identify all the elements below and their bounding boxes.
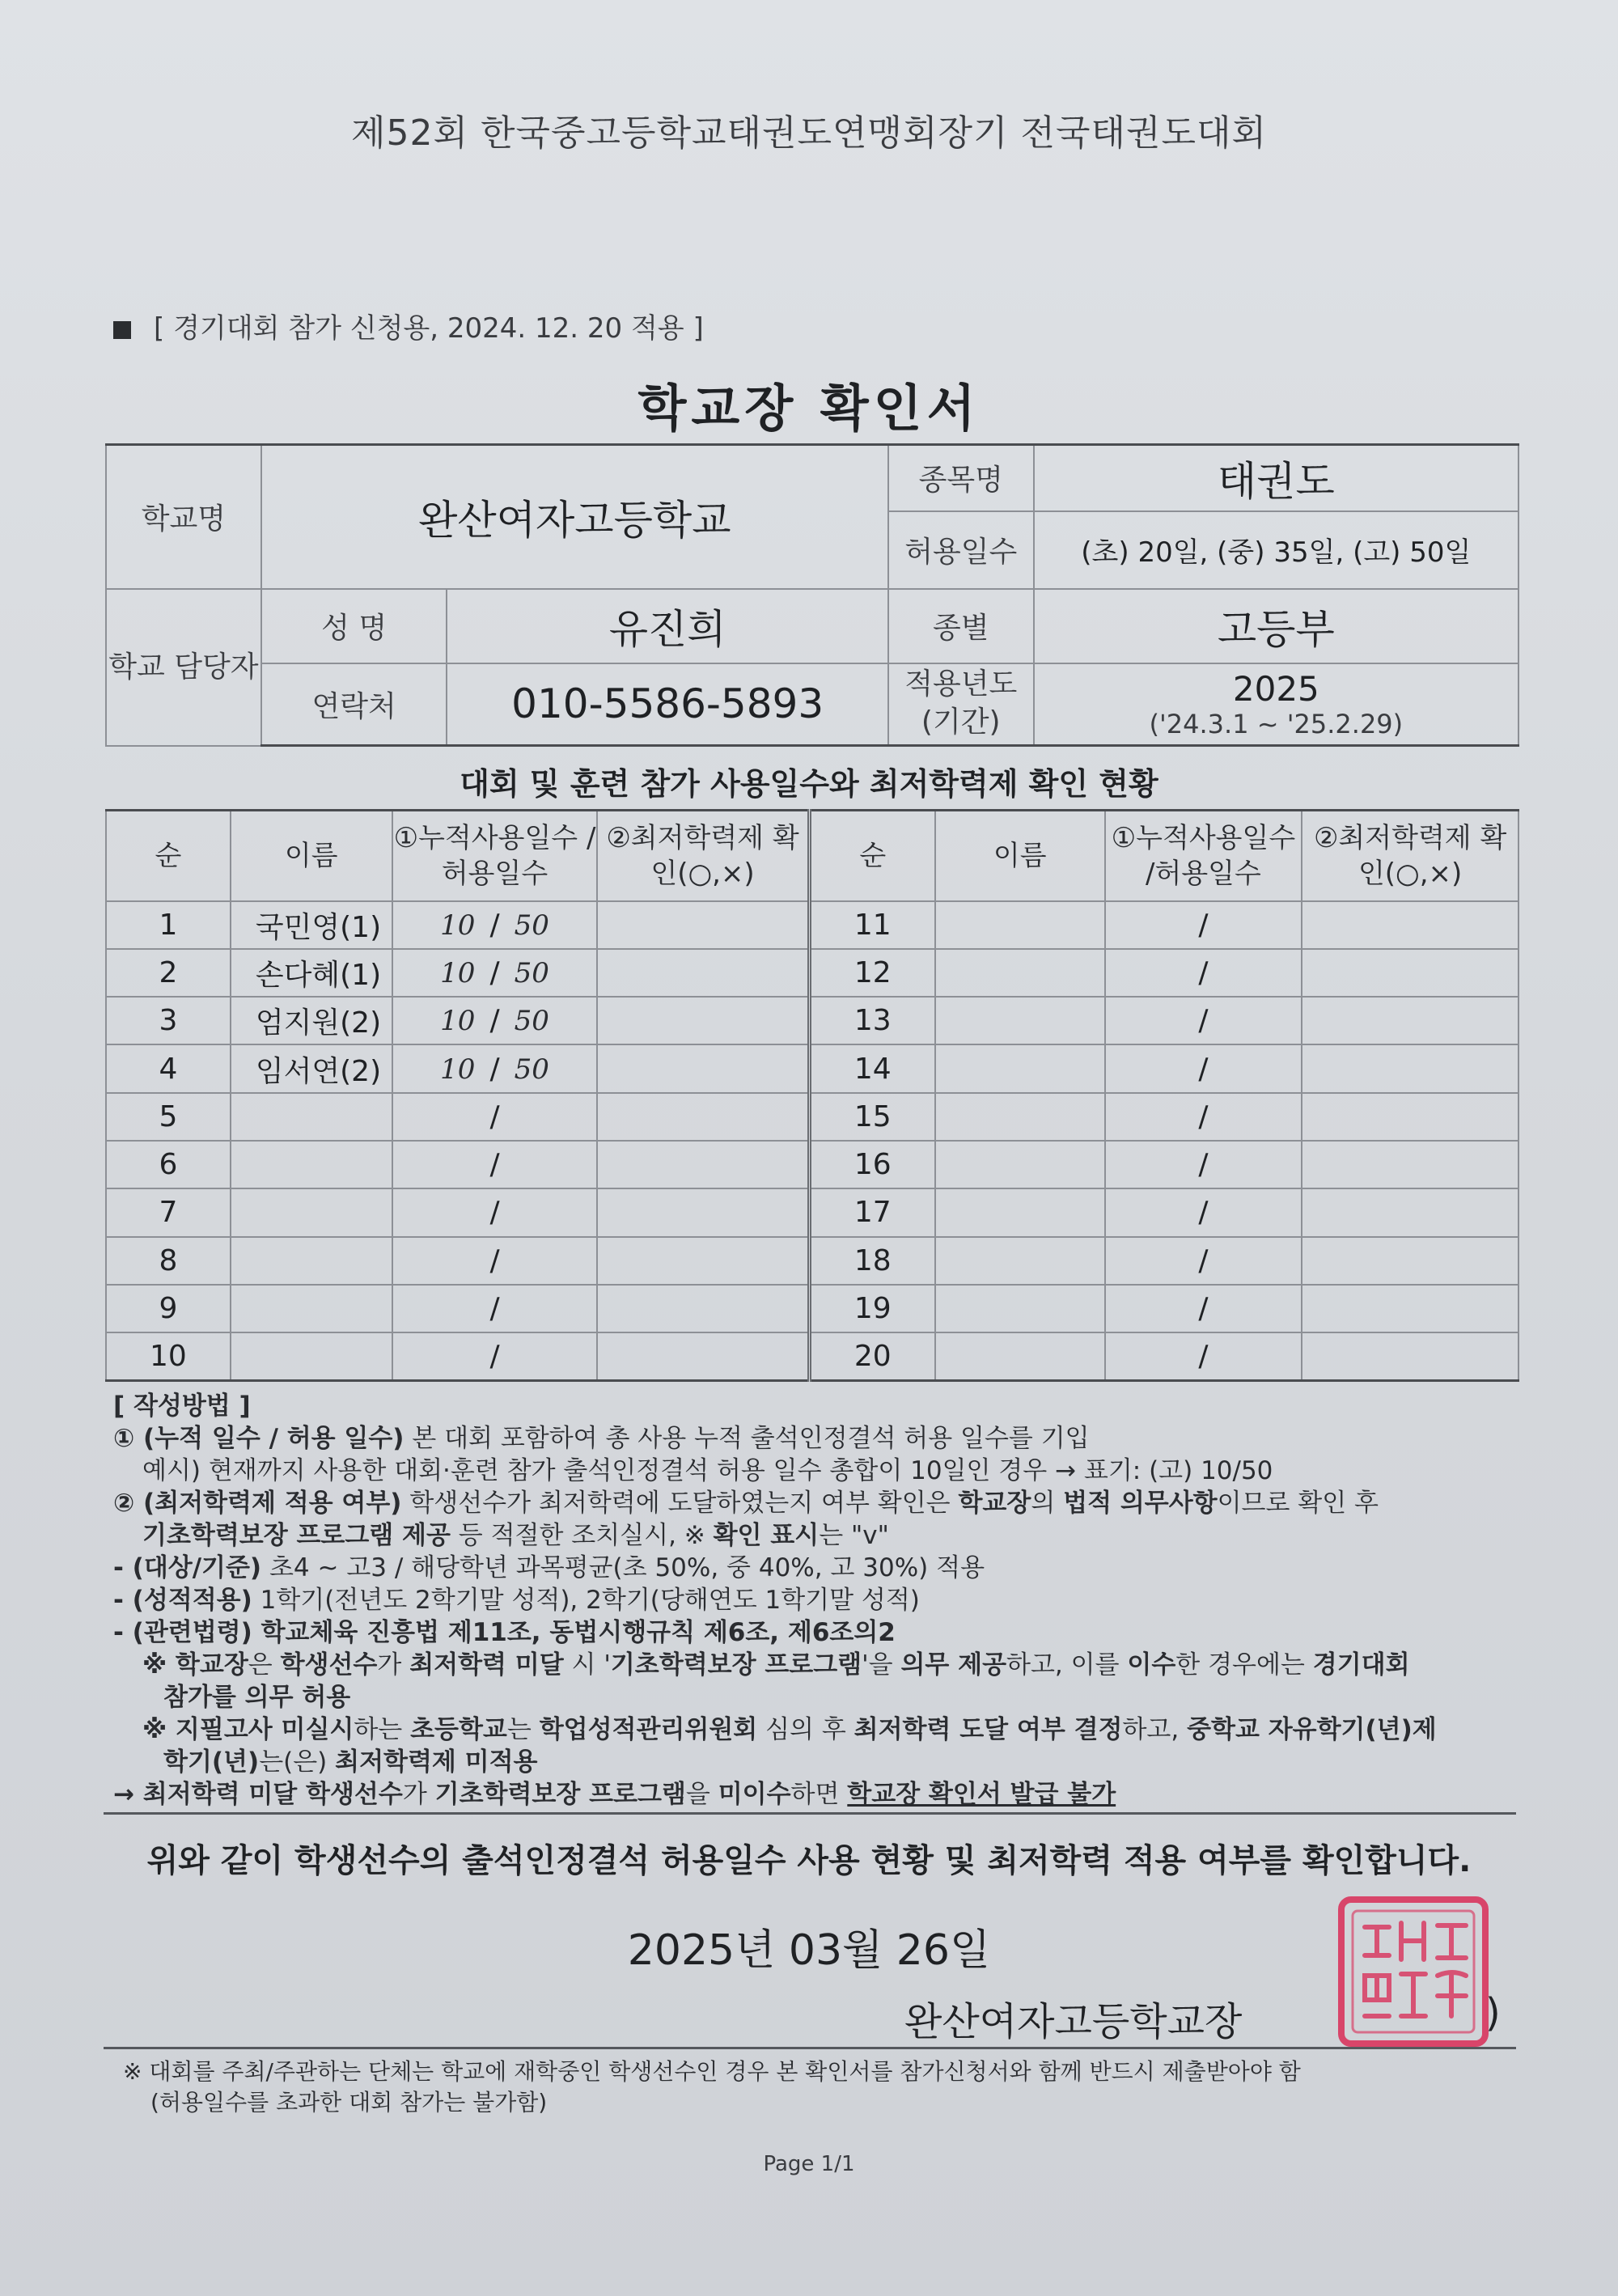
table-row: [106, 997, 1518, 1044]
method-text: 는(은): [259, 1747, 336, 1777]
days-cell: /: [1105, 1332, 1302, 1380]
method-text: 의무 제공: [900, 1650, 1007, 1680]
method-text: - (성적적용): [113, 1586, 252, 1615]
info-table: [105, 443, 1519, 747]
footnote-line: ※ 대회를 주최/주관하는 단체는 학교에 재학중인 학생선수인 경우 본 확인서를 참가신청서와 함께 반드시 제출받아야 함: [123, 2058, 1301, 2085]
method-text: 시 ': [563, 1650, 611, 1680]
student-name: [935, 1044, 1105, 1092]
method-text: 학생선수: [280, 1650, 378, 1680]
method-text: 이수: [1127, 1650, 1176, 1680]
square-bullet-icon: [113, 321, 131, 339]
check-cell: [1302, 997, 1518, 1044]
table-row: [106, 1141, 1518, 1188]
col-days-header: ①누적사용일수 /허용일수: [392, 811, 598, 901]
check-cell: [597, 1044, 809, 1092]
col-name-header: 이름: [231, 811, 392, 901]
used-days: 10: [440, 956, 476, 989]
check-cell: [597, 997, 809, 1044]
method-text: 는: [506, 1715, 540, 1744]
col-no-header: 순: [106, 811, 231, 901]
method-text: 하는: [354, 1715, 411, 1744]
divider: [104, 2047, 1516, 2049]
days-cell: [392, 997, 598, 1044]
days-cell: [392, 1141, 598, 1188]
check-cell: [1302, 901, 1518, 949]
col-check-header: ②최저학력제 확인(○,×): [597, 811, 809, 901]
period-value: ('24.3.1 ~ '25.2.29): [1149, 708, 1404, 739]
method-text: 미이수: [718, 1780, 791, 1809]
slash: /: [489, 1196, 500, 1230]
method-text: - (대상/기준): [113, 1553, 262, 1582]
method-text: '을: [862, 1650, 901, 1680]
row-number: 3: [106, 997, 231, 1044]
col-days-header: ①누적사용일수 /허용일수: [1105, 811, 1302, 901]
check-cell: [1302, 1237, 1518, 1285]
student-name: [935, 901, 1105, 949]
method-text: - (관련법령) 학교체육 진흥법 제11조, 동법시행규칙 제6조, 제6조의2: [113, 1618, 896, 1647]
method-text: ※ 지필고사 미실시: [142, 1715, 354, 1744]
days-cell: /: [1105, 901, 1302, 949]
row-number: 17: [809, 1188, 935, 1236]
table-row: [106, 949, 1518, 997]
method-text: 기초학력보장 프로그램 제공: [142, 1521, 451, 1550]
used-days: 10: [440, 1005, 476, 1038]
method-text: 최저학력 미달: [409, 1650, 564, 1680]
student-name: [935, 1141, 1105, 1188]
slash: /: [489, 1052, 500, 1086]
school-name: 완산여자고등학교: [261, 445, 888, 589]
days-cell: [392, 1285, 598, 1332]
method-text: 초4 ~ 고3 / 해당학년 과목평균(초 50%, 중 40%, 고 30%) 적용: [261, 1553, 985, 1582]
check-cell: [597, 1285, 809, 1332]
student-name: [935, 1093, 1105, 1141]
student-name: [231, 1332, 392, 1380]
event-title: 제52회 한국중고등학교태권도연맹회장기 전국태권도대회: [350, 112, 1268, 154]
slash: /: [489, 1340, 500, 1374]
row-number: 13: [809, 997, 935, 1044]
used-days: 10: [440, 909, 476, 942]
method-text: 을: [685, 1780, 718, 1809]
footnote: [123, 2057, 1531, 2118]
check-cell: [597, 1141, 809, 1188]
method-heading: [ 작성방법 ]: [113, 1392, 251, 1421]
student-name: [935, 1237, 1105, 1285]
student-name: 임서연(2): [231, 1044, 392, 1092]
method-text: 는 "v": [819, 1521, 889, 1550]
method-text: 법적 의무사항: [1063, 1489, 1218, 1518]
student-name: [935, 997, 1105, 1044]
check-cell: [1302, 1285, 1518, 1332]
method-text: 예시) 현재까지 사용한 대회·훈련 참가 출석인정결석 허용 일수 총합이 10일인 경우 → 표기: (고) 10/50: [142, 1456, 1273, 1485]
method-text: 확인 표시: [713, 1521, 820, 1550]
method-text: 등 적절한 조치실시, ※: [450, 1521, 714, 1550]
slash: /: [489, 955, 500, 989]
slash: /: [489, 908, 500, 942]
row-number: 11: [809, 901, 935, 949]
student-name: [935, 1188, 1105, 1236]
year-label: 적용년도 (기간): [888, 663, 1034, 746]
scope-note-text: [ 경기대회 참가 신청용, 2024. 12. 20 적용 ]: [154, 312, 704, 345]
method-text: ② (최저학력제 적용 여부): [113, 1489, 402, 1518]
slash: /: [489, 1148, 500, 1182]
days-cell: /: [1105, 1285, 1302, 1332]
used-days: 10: [440, 1053, 476, 1086]
method-text: 가: [377, 1650, 410, 1680]
check-cell: [597, 901, 809, 949]
days-cell: /: [1105, 1141, 1302, 1188]
division-label: 종별: [888, 589, 1034, 663]
contact-group-label: 학교 담당자: [106, 589, 261, 746]
method-text: 학업성적관리위원회: [539, 1715, 758, 1744]
school-label: 학교명: [106, 445, 261, 589]
slash: /: [489, 1243, 500, 1277]
method-text: 본 대회 포함하여 총 사용 누적 출석인정결석 허용 일수를 기입: [404, 1424, 1090, 1453]
table-row: [106, 1093, 1518, 1141]
days-cell: [392, 1237, 598, 1285]
signature-paren: ): [1485, 1990, 1501, 2035]
check-cell: [1302, 949, 1518, 997]
method-text: 학기(년): [163, 1747, 260, 1777]
phone-label: 연락처: [261, 663, 447, 746]
allowed-days: 50: [514, 909, 549, 942]
footnote-line: (허용일수를 초과한 대회 참가는 불가함): [150, 2089, 548, 2116]
method-text: 한 경우에는: [1175, 1650, 1313, 1680]
row-number: 20: [809, 1332, 935, 1380]
phone-value: 010-5586-5893: [447, 663, 887, 746]
scope-note: [113, 306, 704, 345]
days-cell: [392, 1093, 598, 1141]
row-number: 10: [106, 1332, 231, 1380]
check-cell: [597, 1332, 809, 1380]
days-cell: [392, 1332, 598, 1380]
row-number: 18: [809, 1237, 935, 1285]
status-table: [105, 809, 1519, 1382]
check-cell: [1302, 1044, 1518, 1092]
method-text: 하고,: [1122, 1715, 1188, 1744]
method-text: 은: [248, 1650, 281, 1680]
table-row: [106, 1332, 1518, 1380]
method-text: → 최저학력 미달 학생선수: [113, 1780, 403, 1809]
method-text: 가: [402, 1780, 435, 1809]
year-value: 2025: [1232, 668, 1319, 709]
row-number: 15: [809, 1093, 935, 1141]
writing-method: [113, 1390, 1521, 1811]
method-text: 학교장: [958, 1489, 1031, 1518]
row-number: 19: [809, 1285, 935, 1332]
row-number: 5: [106, 1093, 231, 1141]
status-title: 대회 및 훈련 참가 사용일수와 최저학력제 확인 현황: [460, 766, 1158, 802]
row-number: 12: [809, 949, 935, 997]
contact-name: 유진희: [447, 589, 887, 663]
col-no-header: 순: [809, 811, 935, 901]
method-text: 학생선수가 최저학력에 도달하였는지 여부 확인은: [401, 1489, 959, 1518]
table-row: [106, 901, 1518, 949]
row-number: 9: [106, 1285, 231, 1332]
table-row: [106, 1237, 1518, 1285]
method-text: ※ 학교장: [142, 1650, 248, 1680]
sport-value: 태권도: [1034, 445, 1518, 511]
days-cell: [392, 901, 598, 949]
row-number: 2: [106, 949, 231, 997]
student-name: [935, 1285, 1105, 1332]
row-number: 4: [106, 1044, 231, 1092]
document-title: 학교장 확인서: [637, 379, 981, 438]
student-name: [231, 1188, 392, 1236]
student-name: [231, 1141, 392, 1188]
method-text: 참가를 의무 허용: [163, 1683, 351, 1712]
division-value: 고등부: [1034, 589, 1518, 663]
student-name: 손다혜(1): [231, 949, 392, 997]
allowed-days: 50: [514, 956, 549, 989]
method-text: 의: [1031, 1489, 1064, 1518]
slash: /: [489, 1004, 500, 1038]
sport-label: 종목명: [888, 445, 1034, 511]
official-seal-icon: [1336, 1895, 1490, 2048]
check-cell: [1302, 1093, 1518, 1141]
check-cell: [1302, 1141, 1518, 1188]
divider: [104, 1812, 1516, 1815]
days-cell: [392, 1188, 598, 1236]
method-text: 경기대회: [1312, 1650, 1410, 1680]
days-cell: /: [1105, 997, 1302, 1044]
days-cell: /: [1105, 1237, 1302, 1285]
check-cell: [597, 1237, 809, 1285]
days-cell: /: [1105, 1093, 1302, 1141]
row-number: 8: [106, 1237, 231, 1285]
method-text: 초등학교: [410, 1715, 507, 1744]
table-row: [106, 1285, 1518, 1332]
check-cell: [597, 949, 809, 997]
row-number: 16: [809, 1141, 935, 1188]
row-number: 6: [106, 1141, 231, 1188]
days-cell: /: [1105, 1044, 1302, 1092]
name-label: 성 명: [261, 589, 447, 663]
check-cell: [1302, 1332, 1518, 1380]
issue-date: 2025년 03월 26일: [627, 1926, 991, 1975]
student-name: [231, 1093, 392, 1141]
days-cell: [392, 1044, 598, 1092]
method-text: 중학교 자유학기(년)제: [1187, 1715, 1437, 1744]
method-text: 심의 후: [757, 1715, 854, 1744]
table-row: [106, 1188, 1518, 1236]
check-cell: [597, 1188, 809, 1236]
col-name-header: 이름: [935, 811, 1105, 901]
method-text: 최저학력제 미적용: [335, 1747, 538, 1777]
student-name: 엄지원(2): [231, 997, 392, 1044]
student-name: [935, 949, 1105, 997]
principal-signature: 완산여자고등학교장: [904, 1999, 1243, 2044]
student-name: 국민영(1): [231, 901, 392, 949]
allowed-days: 50: [514, 1053, 549, 1086]
method-text: 최저학력 도달 여부 결정: [853, 1715, 1123, 1744]
days-cell: [392, 949, 598, 997]
allowed-days: 50: [514, 1005, 549, 1038]
student-name: [935, 1332, 1105, 1380]
col-check-header: ②최저학력제 확인(○,×): [1302, 811, 1518, 901]
days-cell: /: [1105, 949, 1302, 997]
check-cell: [1302, 1188, 1518, 1236]
method-text: 기초학력보장 프로그램: [610, 1650, 862, 1680]
student-name: [231, 1237, 392, 1285]
days-cell: /: [1105, 1188, 1302, 1236]
method-text: 학교장 확인서 발급 불가: [847, 1780, 1116, 1809]
year-cell: [1034, 663, 1518, 746]
method-text: 이므로 확인 후: [1217, 1489, 1379, 1518]
method-text: 1학기(전년도 2학기말 성적), 2학기(당해연도 1학기말 성적): [252, 1586, 920, 1615]
allow-days-value: (초) 20일, (중) 35일, (고) 50일: [1034, 511, 1518, 589]
row-number: 7: [106, 1188, 231, 1236]
confirmation-statement: 위와 같이 학생선수의 출석인정결석 허용일수 사용 현황 및 최저학력 적용 여부를 확인합니다.: [146, 1842, 1472, 1879]
method-text: ① (누적 일수 / 허용 일수): [113, 1424, 404, 1453]
row-number: 14: [809, 1044, 935, 1092]
method-text: 하면: [790, 1780, 848, 1809]
method-text: 기초학력보장 프로그램: [434, 1780, 686, 1809]
check-cell: [597, 1093, 809, 1141]
allow-days-label: 허용일수: [888, 511, 1034, 589]
slash: /: [489, 1292, 500, 1326]
table-row: [106, 1044, 1518, 1092]
method-text: 하고, 이를: [1006, 1650, 1128, 1680]
page-number: Page 1/1: [763, 2152, 855, 2176]
slash: /: [489, 1099, 500, 1133]
student-name: [231, 1285, 392, 1332]
row-number: 1: [106, 901, 231, 949]
